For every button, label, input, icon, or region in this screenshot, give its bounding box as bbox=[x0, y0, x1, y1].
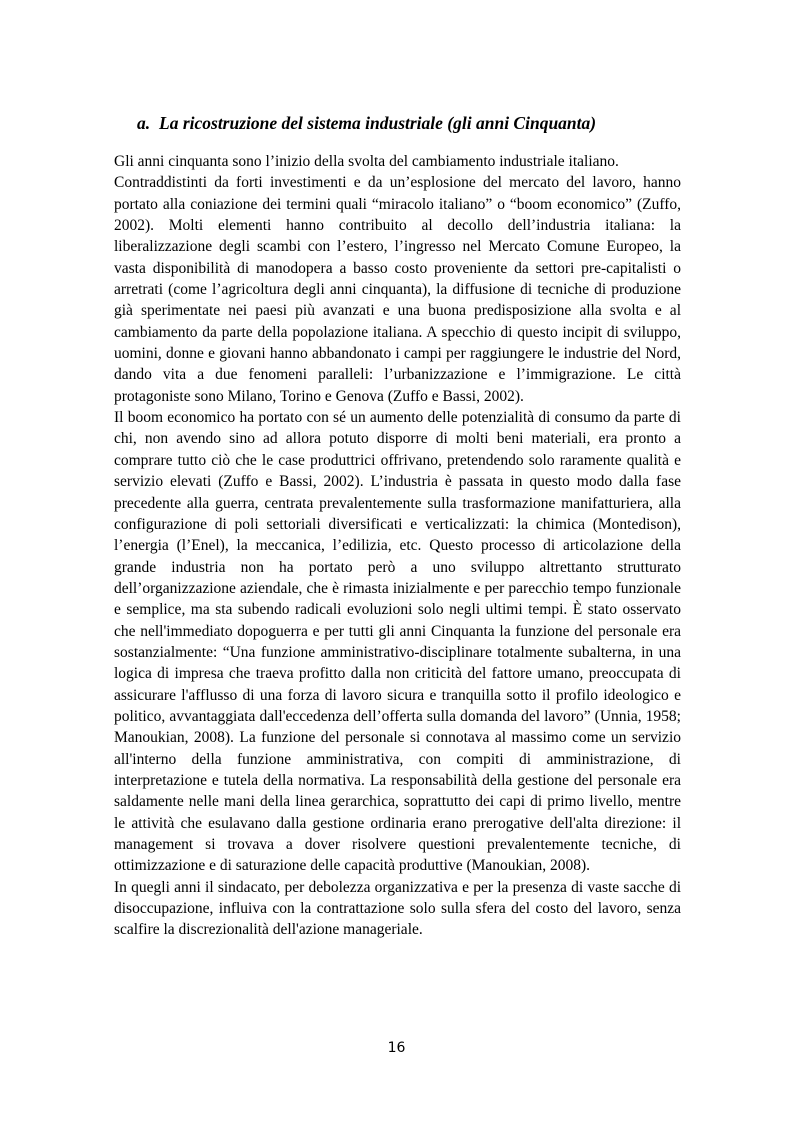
paragraph-intro: Gli anni cinquanta sono l’inizio della svolta del cambiamento industriale italiano. bbox=[114, 153, 619, 170]
paragraph-boom: Contraddistinti da forti investimenti e da un’esplosione del mercato del lavoro, hanno portato alla coniazione dei termini quali “miracolo italiano” o “boom economico” (Zuffo, 2002). Molti elementi hanno contribuito al decollo dell’industria italiana: la liberalizzazione degli scambi con l’estero, l’ingresso nel Mercato Comune Europeo, la vasta disponibilità di manodopera a basso costo proveniente da settori pre-capitalisti o arretrati (come l’agricoltura degli anni cinquanta), la diffusione di tecniche di produzione già sperimentate nei paesi più avanzati e una buona predisposizione alla svolta e al cambiamento da parte della popolazione italiana. A specchio di questo incipit di sviluppo, uomini, donne e giovani hanno abbandonato i campi per raggiungere le industrie del Nord, dando vita a due fenomeni paralleli: l’urbanizzazione e l’immigrazione. Le città protagoniste sono Milano, Torino e Genova (Zuffo e Bassi, 2002). bbox=[114, 174, 681, 405]
paragraph-industry: Il boom economico ha portato con sé un aumento delle potenzialità di consumo da parte di chi, non avendo sino ad allora potuto disporre di molti beni materiali, era pronto a comprare tutto ciò che le case produttrici offrivano, pretendendo solo raramente qualità e servizio elevati (Zuffo e Bassi, 2002). L’industria è passata in questo modo dalla fase precedente alla guerra, centrata prevalentemente sulla trasformazione manifatturiera, alla configurazione di poli settoriali diversificati e verticalizzati: la chimica (Montedison), l’energia (l’Enel), la meccanica, l’edilizia, etc. Questo processo di articolazione della grande industria non ha portato però a uno sviluppo altrettanto strutturato dell’organizzazione aziendale, che è rimasta inizialmente e per parecchio tempo funzionale e semplice, ma sta subendo radicali evoluzioni solo negli ultimi tempi. È stato osservato che nell'immediato dopoguerra e per tutti gli anni Cinquanta la funzione del personale era sostanzialmente: “Una funzione amministrativo-disciplinare totalmente subalterna, in una logica di impresa che traeva profitto dalla non criticità del fattore umano, preoccupata di assicurare l'afflusso di una forza di lavoro sicura e tranquilla sotto il profilo ideologico e politico, avvantaggiata dall'eccedenza dell’offerta sulla domanda del lavoro” (Unnia, 1958; Manoukian, 2008). La funzione del personale si connotava al massimo come un servizio all'interno della funzione amministrativa, con compiti di amministrazione, di interpretazione e tutela della normativa. La responsabilità della gestione del personale era saldamente nelle mani della linea gerarchica, soprattutto dei capi di primo livello, mentre le attività che esulavano dalla gestione ordinaria erano prerogative dell'alta direzione: il management si trovava a dover risolvere questioni prevalentemente tecniche, di ottimizzazione e di saturazione delle capacità produttive (Manoukian, 2008). bbox=[114, 409, 681, 875]
section-title: La ricostruzione del sistema industriale (gli anni Cinquanta) bbox=[159, 113, 597, 133]
body-text bbox=[114, 151, 681, 941]
section-heading bbox=[137, 113, 697, 134]
paragraph-union: In quegli anni il sindacato, per debolezza organizzativa e per la presenza di vaste sacche di disoccupazione, influiva con la contrattazione solo sulla sfera del costo del lavoro, senza scalfire la discrezionalità dell'azione manageriale. bbox=[114, 878, 681, 939]
section-marker: a. bbox=[137, 113, 151, 133]
page-number: 16 bbox=[387, 1040, 406, 1056]
